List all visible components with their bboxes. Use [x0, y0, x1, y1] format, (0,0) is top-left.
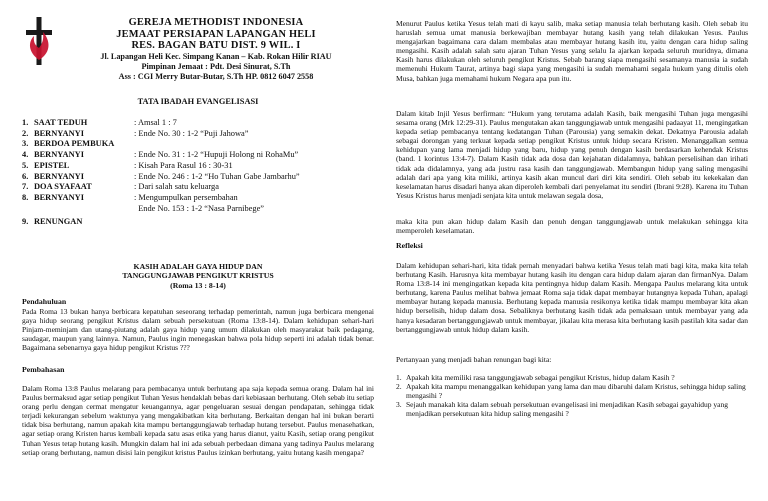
- list-item: 1. Apakah kita memiliki rasa tanggungjawab sebagai pengikut Kristus, hidup dalam Kasih ?: [396, 373, 675, 382]
- question-list: [396, 373, 748, 418]
- sermon-title-line-2: TANGGUNGJAWAB PENGIKUT KRISTUS: [122, 271, 274, 281]
- sermon-reference: (Roma 13 : 8-14): [170, 280, 226, 290]
- discussion-heading: Pembahasan: [22, 365, 65, 374]
- church-address: Jl. Lapangan Heli Kec. Simpang Kanan – Kab. Rokan Hilir RIAU: [100, 51, 332, 61]
- order-row: 9. RENUNGAN: [22, 217, 83, 227]
- pastor-line: Pimpinan Jemaat : Pdt. Desi Sinurat, S.Th: [141, 61, 291, 71]
- order-row: 3. BERDOA PEMBUKA: [22, 139, 115, 149]
- cross-and-flame-logo-icon: [22, 16, 56, 66]
- order-row: 5. EPISTEL : Kisah Para Rasul 16 : 30-31: [22, 160, 233, 170]
- order-of-service-list: [22, 118, 374, 228]
- question-intro: Pertanyaan yang menjadi bahan renungan bagi kita:: [396, 355, 552, 364]
- church-name: GEREJA METHODIST INDONESIA: [128, 17, 304, 28]
- right-paragraph-2: Dalam kitab Injil Yesus berfirman: “Hukum yang terutama adalah Kasih, baik mengasihi Tuhan juga mengasihi sesama orang (Mrk 12:29-31). Paulus mengutakan akan tanggungjawab untuk mengasihi padaayat 11, mengingatkan kepada setiap pembacanya tentang kedatangan Tuhan (Parousia) yang semakin dekat. Dekatnya Parousia adalah sebagai dorongan yang terkuat kepada setiap pengikut Kristus untuk hidup secara Kristen. Menanggalkan semua kehidupan yang lama menjadi hidup yang baru, hidup yang penuh dengan kasih berdasarkan kehendak Kristus (band. 1 korintus 13:4-7). Dalam Kasih tidak ada dosa dan kejahatan didalamnya, bahkan perselisihan dan irihati tidak ada didalamnya, yang ada justru rasa kasih dan tanggungjawab. Membangun hidup yang saling mengasihi adalah dari apa yang kita miliki, artinya kasih akan muncul dari diri kita sendiri. Oleh sebab itu kekekalan dan keselamatan harus disadari hanya akan diperoleh kembali dari penyelamat itu sendiri (Ibrani 9:28). Karena itu Tuhan Yesus Kristus harus menjadi senjata kita untuk melawan segala dosa,: [396, 109, 748, 200]
- order-row: 8. BERNYANYI : Mengumpulkan persembahan: [22, 192, 238, 202]
- right-paragraph-2b: maka kita pun akan hidup dalam Kasih dan penuh dengan tanggungjawab untuk melakukan sehingga kita memperoleh keselamatan.: [396, 217, 748, 236]
- list-item: 3. Sejauh manakah kita dalam sebuah persekutuan evangelisasi ini menjadikan Kasih sebagai gayahidup yang menjadikan persekutuan kita hidup saling mengasihi ?: [396, 400, 728, 419]
- intro-heading: Pendahuluan: [22, 297, 67, 306]
- sermon-title-line-1: KASIH ADALAH GAYA HIDUP DAN: [133, 262, 263, 271]
- reflection-paragraph: Dalam kehidupan sehari-hari, kita tidak pernah menyadari bahwa ketika Yesus telah mati bagi kita, maka kita telah berhutang Kasih. Harusnya kita membayar hutang kasih itu dengan cara hidup dalam ajaran dan firmanNya. Dalam Roma 13:8-14 ini mengingatkan kepada kita pentingnya hidup dalam Kasih. Mengapa Paulus melarang kita untuk berhutang, karena Paulus melihat bahwa jemaat Roma saja tidak dapat membayar hutangnya kepada Tuhan, apalagi membayar hutang kepada manusia. Berhutang kepada manusia resikonya ketika tidak mampu membayar kita akan hidup berselisih, hidup dalam dosa. Sebaliknya berhutang kasih tidak ada pemaksaan untuk membayar yang ada hanya kesadaran bertanggungjawab untuk membayar, jikalau kita merasa kita berhutang kasih pastilah kita sadar dan bertanggungjawab untuk hidup dalam kasih.: [396, 261, 748, 334]
- order-row: Ende No. 153 : 1-2 “Nasa Parnibege”: [134, 203, 265, 213]
- reflection-heading: Refleksi: [396, 241, 423, 250]
- assistant-line: Ass : CGI Merry Butar-Butar, S.Th HP. 0812 6047 2558: [118, 71, 314, 81]
- congregation-name: JEMAAT PERSIAPAN LAPANGAN HELI: [116, 28, 316, 40]
- order-row: 4. BERNYANYI : Ende No. 31 : 1-2 “Hupuji Holong ni RohaMu”: [22, 150, 299, 160]
- list-item: 2. Apakah kita mampu menanggalkan kehidupan yang lama dan mau dibaruhi dalam Kristus, sehingga hidup saling mengasihi ?: [396, 382, 746, 401]
- order-row: 2. BERNYANYI : Ende No. 30 : 1-2 “Puji Jahowa”: [22, 128, 249, 138]
- right-paragraph-1: Menurut Paulus ketika Yesus telah mati di kayu salib, maka setiap manusia telah berhutang kasih. Oleh sebab itu haruslah semua umat manusia berkewajiban membayar hutang kasih yang telah dilakukan Yesus. Paulus mengajarkan bagaimana cara dalam membalas atau membayar hutang kasih itu, yaitu dengan cara hidup saling mengasihi. Kasih adalah salah satu ajaran Tuhan Yesus yang selalu Ia ajarkan kepada seluruh muridnya, dimana Kasih harus dilakukan oleh seluruh pengikut Kristus. Sebab barang siapa mengasihi sesamanya manusia ia sudah memenuhi Hukum Taurat, artinya bagi siapa yang mengasihi ia sudah memahami segala hukum yang ditulis oleh Musa, bahkan juga memahami hukum Negara apa pun itu.: [396, 19, 748, 83]
- discussion-paragraph: Dalam Roma 13:8 Paulus melarang para pembacanya untuk berhutang apa saja kepada semua orang. Dalam hal ini Paulus bermaksud agar setiap pengikut Tuhan Yesus hendaklah bebas dari kebiasaan berhutang. Oleh sebab itu setiap orang perlu dengan cermat mengatur keuangannya, agar pengeluaran sesuai dengan pendapatan, sehingga tidak terjadi kekurangan sebelum waktunya yang mengakibatkan kita berhutang. Berkaitan dengan hal ini bukan berarti tidak bisa berhutang, namun apakah kita mampu bertanggungjawab terhadap hutang tersebut. Paulus menasehatkan, agar setiap orang Kristen harus kembali kepada satu asas etika yang harus dianut, yaitu Kasih, setiap orang pengikut Tuhan Yesus tetap hutang kasih. Mungkin dalam hal ini ada sebuah perbedaan dimana yang tadinya Paulus melarang setiap orang berhutang, namun disisi lain pengikut kristus Paulus izinkan berhutang, yaitu hutang kasih mengapa?: [22, 384, 374, 457]
- order-row: 1. SAAT TEDUH : Amsal 1 : 7: [22, 118, 177, 127]
- order-of-service-title: TATA IBADAH EVANGELISASI: [137, 97, 259, 106]
- intro-paragraph: Pada Roma 13 bukan hanya berbicara kepatuhan seseorang terhadap pemerintah, namun juga berbicara mengenai gaya hidup seorang pengikut Kristus dalam sebuah persekutuan (Roma 13:8-14). Dalam kehidupan sehari-hari Pinjam-meminjam dan utang-piutang adalah gaya hidup yang umum dilakukan oleh masyarakat baik pedagang, saudagar, maupun yang lainnya. Namun, Paulus ingin menegaskan bahwa pola hidup seperti ini adalah tidak benar. Bagaimana sebenarnya gaya hidup pengikut Kristus ???: [22, 307, 374, 353]
- order-row: 7. DOA SYAFAAT : Dari salah satu keluarga: [22, 182, 219, 192]
- sermon-title: [22, 262, 374, 290]
- district-name: RES. BAGAN BATU DIST. 9 WIL. I: [131, 40, 301, 51]
- order-row: 6. BERNYANYI : Ende No. 246 : 1-2 “Ho Tuhan Gabe Jambarhu”: [22, 171, 300, 181]
- church-header: [58, 17, 374, 82]
